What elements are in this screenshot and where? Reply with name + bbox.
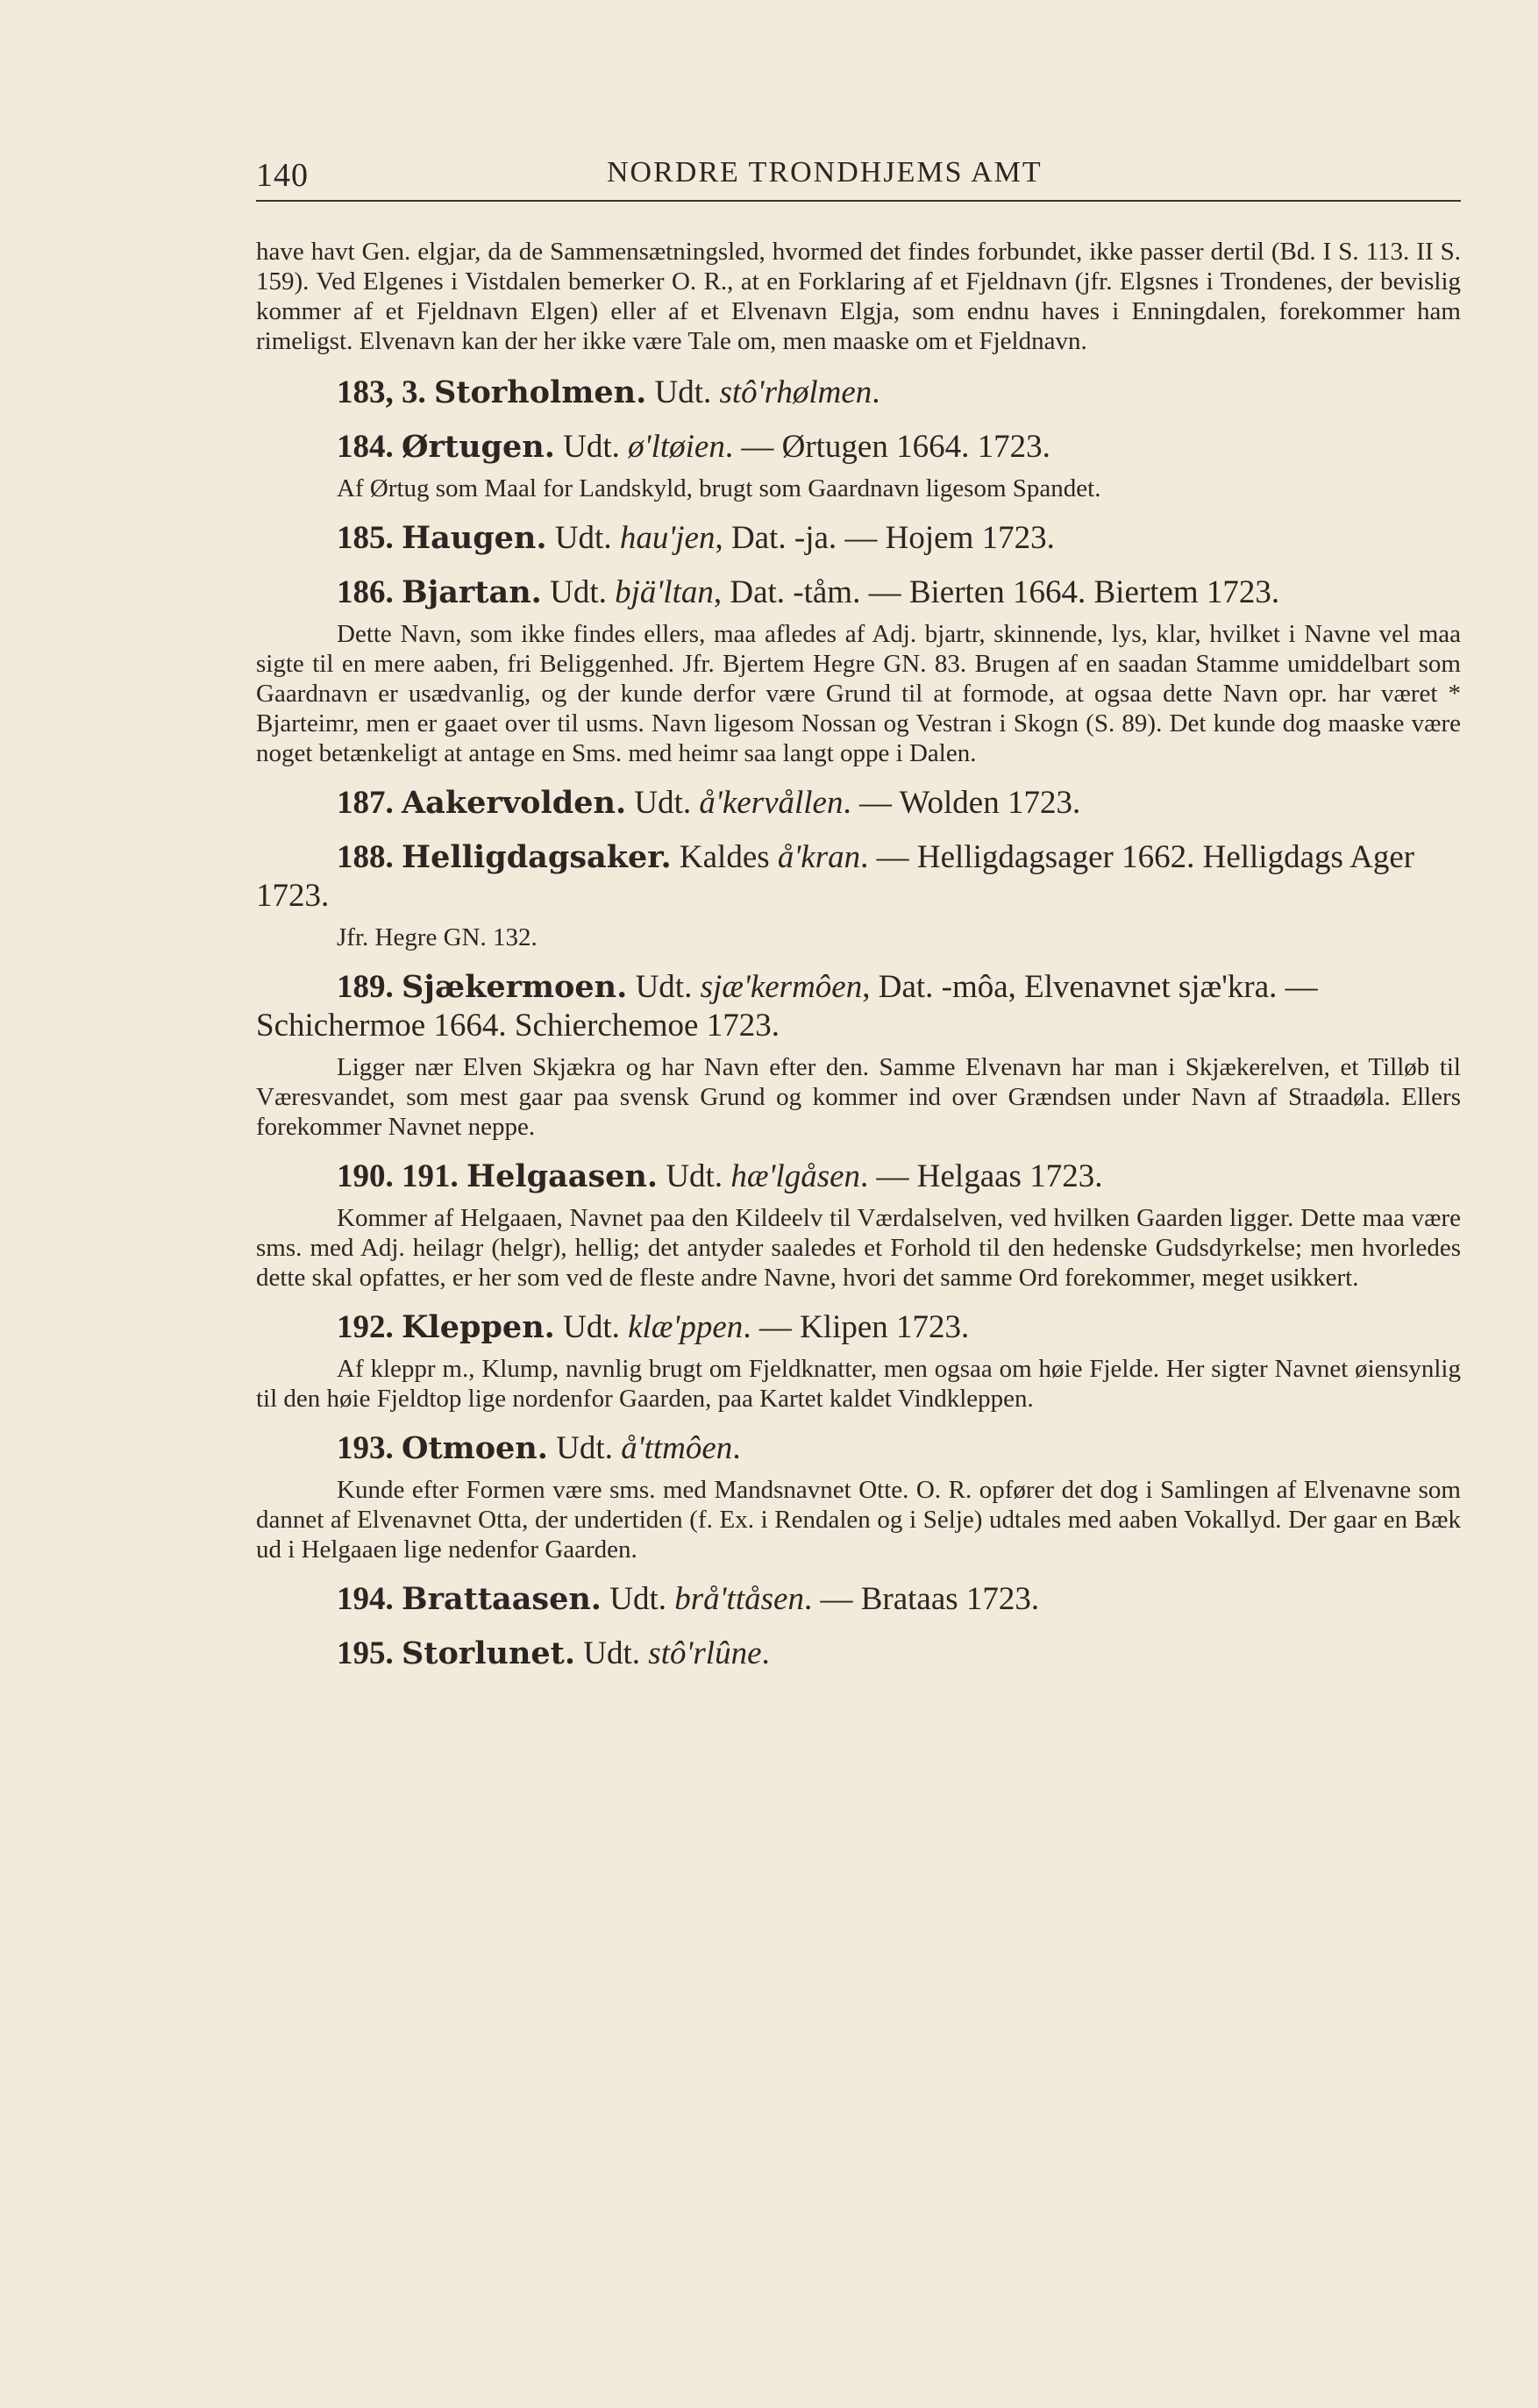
place-entry [256, 1158, 1461, 1293]
entry-name: Helgaasen. [466, 1158, 659, 1194]
entry-forms: , Dat. -ja. — Hojem 1723. [715, 520, 1055, 556]
page-body [256, 237, 1461, 1673]
entry-name: Ørtugen. [402, 429, 555, 465]
place-entry [256, 519, 1461, 558]
entry-pronunciation: sjæ'kermôen [700, 969, 863, 1005]
entry-udt: Udt. [541, 574, 616, 610]
entry-forms: . — Ørtugen 1664. 1723. [724, 429, 1050, 465]
entry-heading [256, 1308, 1461, 1347]
entry-number: 190. 191. [337, 1158, 459, 1194]
running-title: NORDRE TRONDHJEMS AMT [607, 156, 1043, 189]
entry-number: 195. [337, 1635, 394, 1671]
entry-forms: , Dat. -môa, Elvenavnet sjæ'kra. — Schichermoe 1664. Schierchemoe 1723. [256, 969, 1318, 1044]
entry-heading [256, 428, 1461, 467]
entry-udt: Udt. [554, 429, 629, 465]
entry-pronunciation: å'ttmôen [621, 1430, 733, 1466]
entry-forms: . [872, 374, 880, 410]
entry-name: Storholmen. [434, 374, 647, 410]
place-entry [256, 838, 1461, 952]
entry-paragraph: Kunde efter Formen være sms. med Mandsnavnet Otte. O. R. opfører det dog i Samlingen af Elvenavne som dannet af Elvenavnet Otta, der undertiden (f. Ex. i Rendalen og i Selje) udtales med aaben Vokallyd. Der gaar en Bæk ud i Helgaaen lige nedenfor Gaarden. [256, 1476, 1461, 1564]
entry-udt: Udt. [646, 374, 720, 410]
entry-number: 188. [337, 839, 394, 875]
entry-forms: , Dat. -tåm. — Bierten 1664. Biertem 1723. [713, 574, 1280, 610]
entry-heading [256, 374, 1461, 412]
entry-udt: Udt. [547, 1430, 622, 1466]
entry-name: Storlunet. [402, 1635, 576, 1671]
entry-paragraph: Jfr. Hegre GN. 132. [337, 923, 538, 951]
entry-number: 184. [337, 429, 394, 465]
place-entry [256, 1580, 1461, 1619]
page-number: 140 [256, 157, 309, 194]
entry-heading [256, 574, 1461, 612]
entry-pronunciation: ø'ltøien [628, 429, 725, 465]
place-entry [256, 1308, 1461, 1414]
entry-heading [256, 838, 1461, 915]
entry-name: Aakervolden. [402, 785, 627, 821]
entry-name: Helligdagsaker. [402, 839, 672, 875]
running-header [256, 147, 1461, 202]
entry-udt: Udt. [554, 1309, 629, 1345]
entry-number: 185. [337, 520, 394, 556]
place-entry [256, 1429, 1461, 1564]
entry-pronunciation: brå'ttåsen [674, 1581, 804, 1617]
entry-name: Sjækermoen. [402, 969, 628, 1005]
entry-forms: . [761, 1635, 770, 1671]
entry-paragraph: Ligger nær Elven Skjækra og har Navn efter den. Samme Elvenavn har man i Skjækerelven, et Tilløb til Væresvandet, som mest gaar paa svensk Grund og kommer ind over Grændsen under Navn af Straadøla. Ellers forekommer Navnet neppe. [256, 1053, 1461, 1141]
entry-paragraph: Kommer af Helgaaen, Navnet paa den Kildeelv til Værdalselven, ved hvilken Gaarden ligger. Dette maa være sms. med Adj. heilagr (helgr), hellig; det antyder saaledes et Forhold til den hedenske Gudsdyrkelse; men hvorledes dette skal opfattes, er her som ved de fleste andre Navne, hvori det samme Ord forekommer, meget usikkert. [256, 1204, 1461, 1292]
entry-number: 189. [337, 969, 394, 1005]
place-entry [256, 968, 1461, 1142]
entry-heading [256, 1158, 1461, 1196]
entry-paragraph: Af kleppr m., Klump, navnlig brugt om Fjeldknatter, men ogsaa om høie Fjelde. Her sigter Navnet øiensynlig til den høie Fjeldtop lige nordenfor Gaarden, paa Kartet kaldet Vindkleppen. [256, 1355, 1461, 1413]
entry-name: Bjartan. [402, 574, 542, 610]
place-entry [256, 374, 1461, 412]
entry-number: 187. [337, 785, 394, 821]
entry-paragraph: Dette Navn, som ikke findes ellers, maa afledes af Adj. bjartr, skinnende, lys, klar, hvilket i Navne vel maa sigte til en mere aaben, fri Beliggenhed. Jfr. Bjertem Hegre GN. 83. Brugen af en saadan Stamme umiddelbart som Gaardnavn er usædvanlig, og der kunde derfor være Grund til at formode, at ogsaa dette Navn opr. har været * Bjarteimr, men er gaaet over til usms. Navn ligesom Nossan og Vestran i Skogn (S. 89). Det kunde dog maaske være noget betænkeligt at antage en Sms. med heimr saa langt oppe i Dalen. [256, 620, 1461, 767]
entry-pronunciation: hau'jen [619, 520, 716, 556]
page [256, 147, 1461, 1680]
intro-paragraph: have havt Gen. elgjar, da de Sammensætningsled, hvormed det findes forbundet, ikke passer dertil (Bd. I S. 113. II S. 159). Ved Elgenes i Vistdalen bemerker O. R., at en Forklaring af et Fjeldnavn (jfr. Elgsnes i Trondenes, der bevislig kommer af et Fjeldnavn Elgen) eller af et Elvenavn Elgja, som endnu haves i Enningdalen, forekommer ham rimeligst. Elvenavn kan der her ikke være Tale om, men maaske om et Fjeldnavn. [256, 238, 1461, 355]
entry-pronunciation: klæ'ppen [628, 1309, 744, 1345]
entry-heading [256, 519, 1461, 558]
entry-number: 194. [337, 1581, 394, 1617]
entry-udt: Kaldes [671, 839, 778, 875]
entry-udt: Udt. [546, 520, 620, 556]
entry-pronunciation: bjä'ltan [615, 574, 714, 610]
entry-udt: Udt. [627, 969, 701, 1005]
entry-forms: . [732, 1430, 741, 1466]
place-entry [256, 784, 1461, 823]
entry-forms: . — Brataas 1723. [803, 1581, 1040, 1617]
entry-heading [256, 1580, 1461, 1619]
place-entry [256, 428, 1461, 503]
place-entry [256, 574, 1461, 768]
entry-number: 186. [337, 574, 394, 610]
entry-number: 192. [337, 1309, 394, 1345]
entry-heading [256, 1429, 1461, 1468]
entry-pronunciation: å'kran [777, 839, 861, 875]
entry-pronunciation: å'kervållen [699, 785, 844, 821]
entry-heading [256, 1635, 1461, 1673]
entry-pronunciation: stô'rhølmen [719, 374, 872, 410]
entry-pronunciation: hæ'lgåsen [730, 1158, 861, 1194]
entry-name: Kleppen. [402, 1309, 555, 1345]
entry-heading [256, 784, 1461, 823]
entry-udt: Udt. [626, 785, 700, 821]
entry-number: 183, 3. [337, 374, 426, 410]
entry-number: 193. [337, 1430, 394, 1466]
entry-udt: Udt. [575, 1635, 649, 1671]
entry-name: Brattaasen. [402, 1581, 602, 1617]
entry-list [256, 374, 1461, 1673]
entry-heading [256, 968, 1461, 1045]
entry-forms: . — Helgaas 1723. [860, 1158, 1103, 1194]
entry-forms: . — Wolden 1723. [843, 785, 1081, 821]
entry-udt: Udt. [658, 1158, 731, 1194]
entry-name: Otmoen. [402, 1430, 548, 1466]
place-entry [256, 1635, 1461, 1673]
entry-name: Haugen. [402, 520, 547, 556]
entry-forms: . — Klipen 1723. [743, 1309, 970, 1345]
entry-udt: Udt. [602, 1581, 675, 1617]
entry-forms: . — Helligdagsager 1662. Helligdags Ager 1723. [256, 839, 1415, 914]
entry-pronunciation: stô'rlûne [648, 1635, 762, 1671]
entry-paragraph: Af Ørtug som Maal for Landskyld, brugt som Gaardnavn ligesom Spandet. [337, 474, 1101, 502]
